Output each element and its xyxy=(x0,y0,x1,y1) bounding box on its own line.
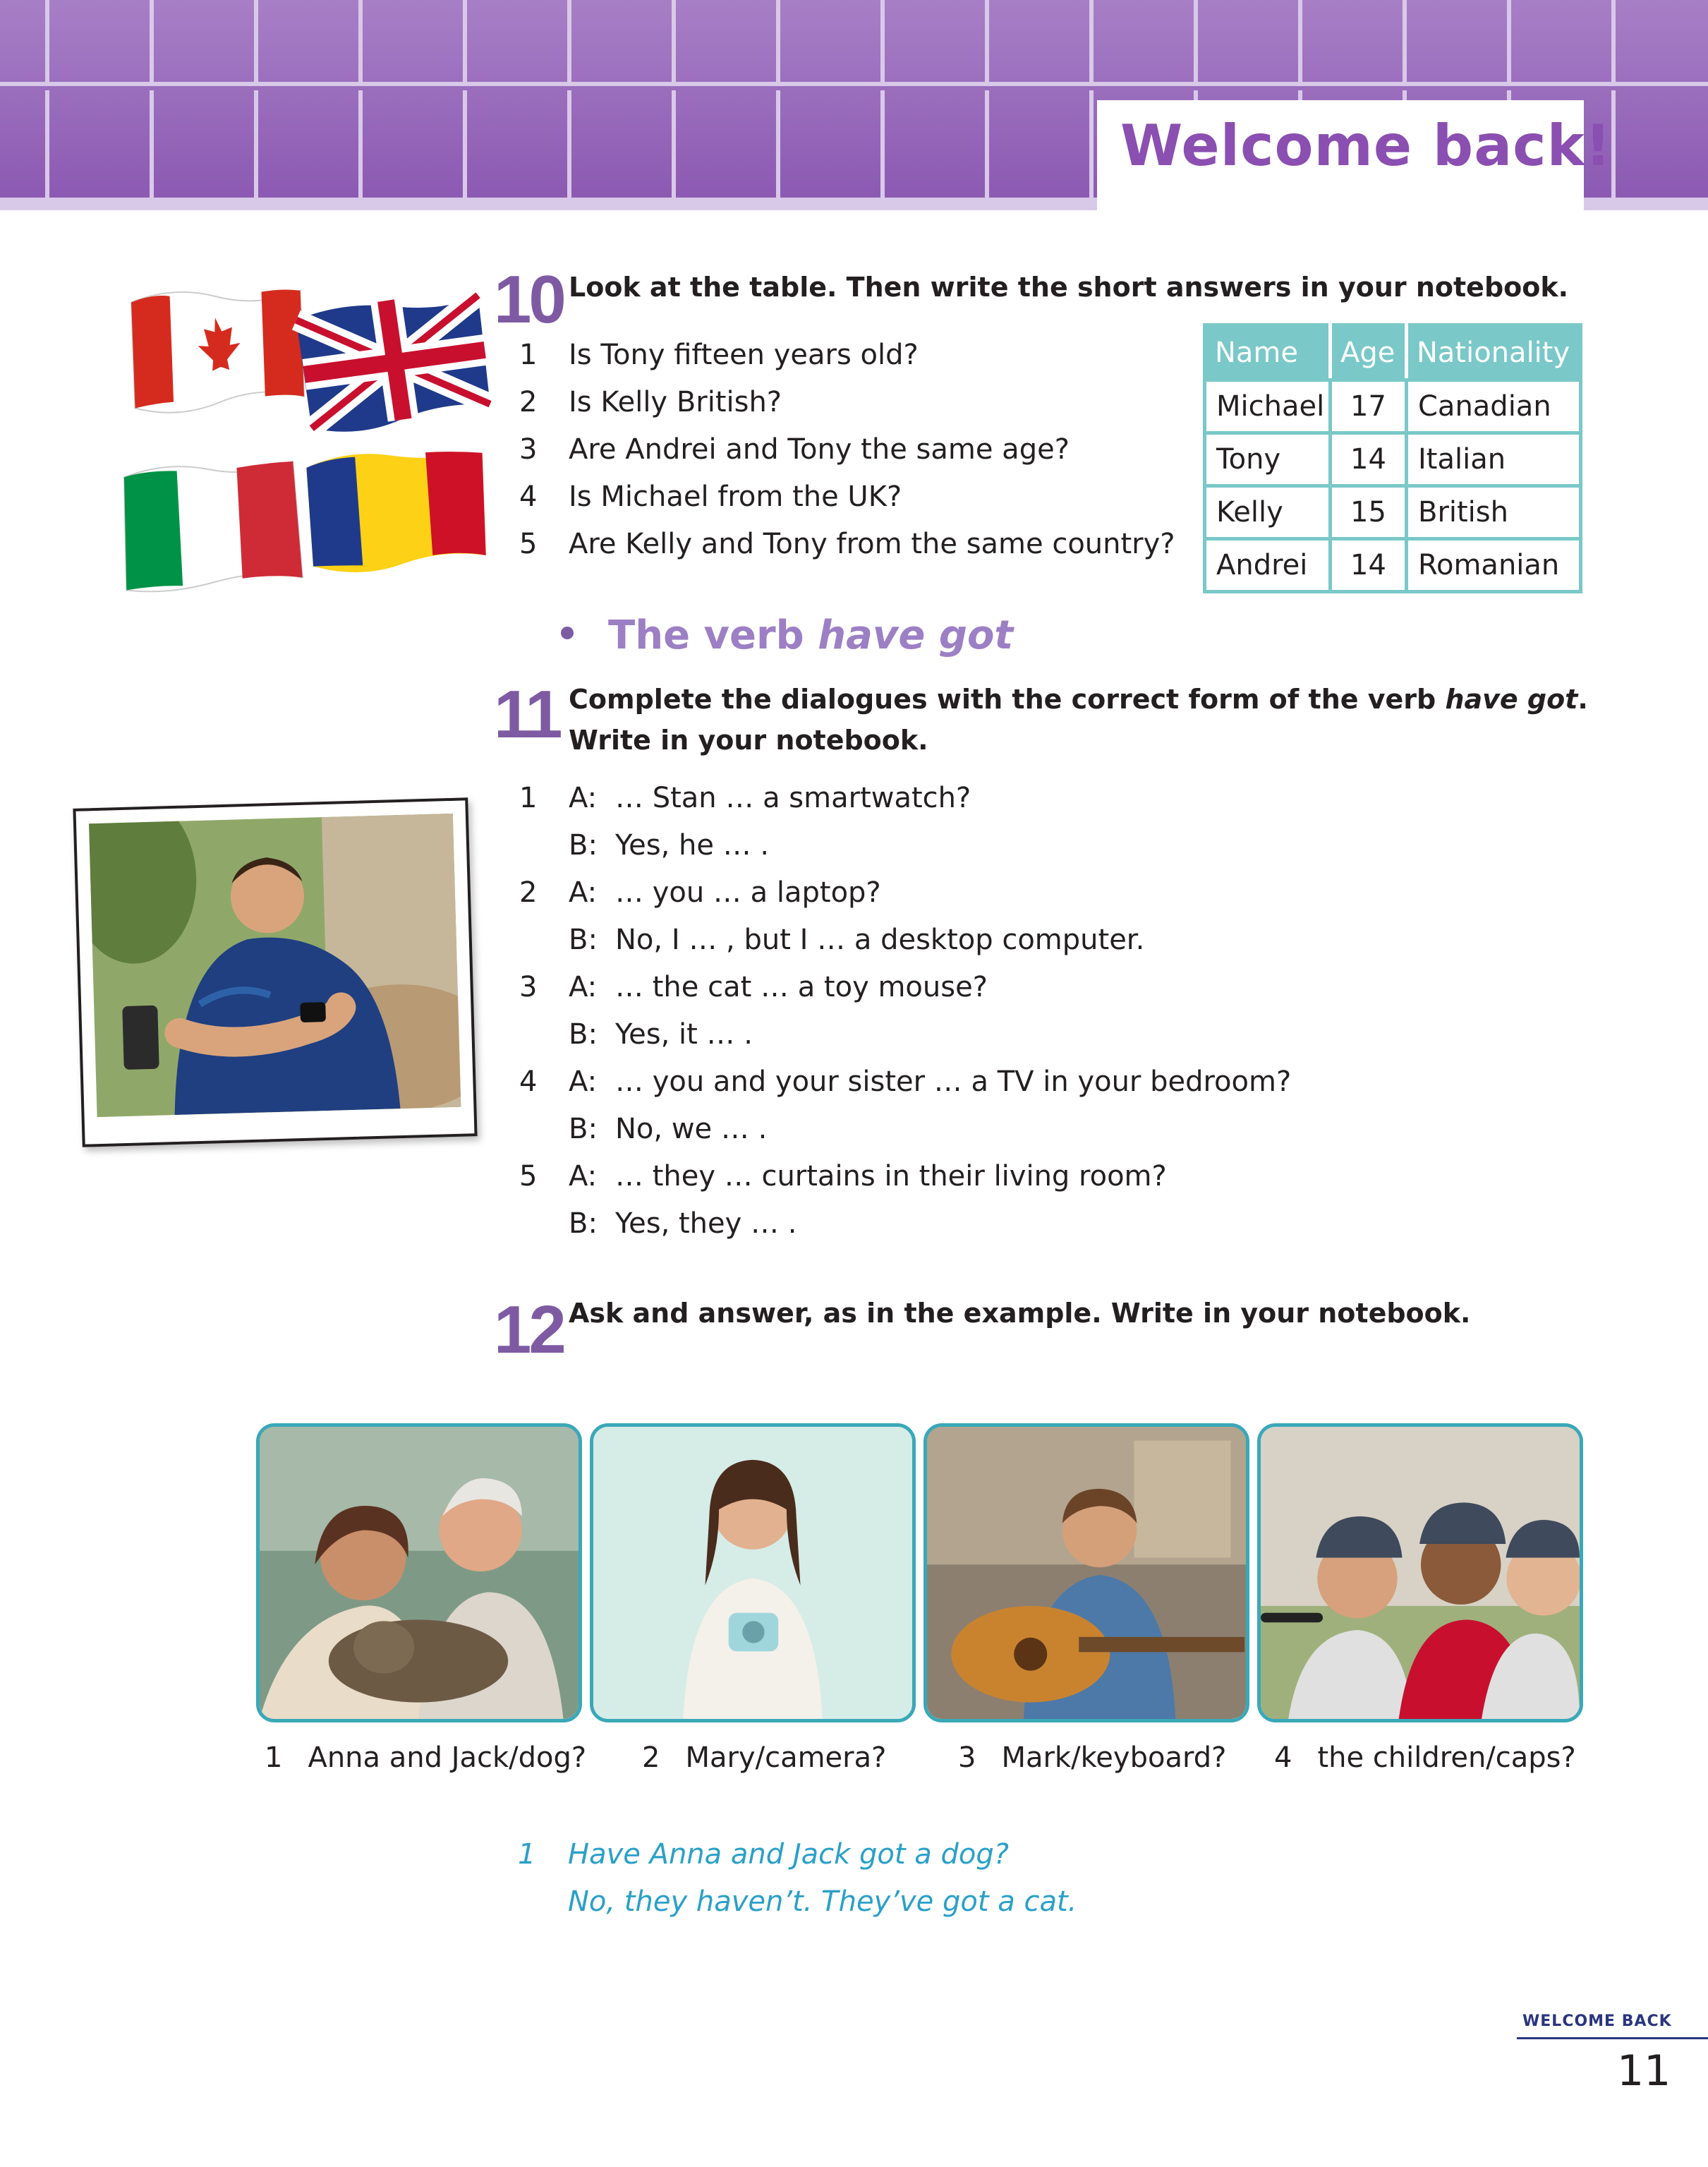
couple-with-cat-illustration xyxy=(260,1427,579,1719)
cell-name: Tony xyxy=(1205,433,1331,486)
man-smartwatch-illustration xyxy=(89,814,461,1117)
dialogue-item: 2 A: … you … a laptop? B: No, I … , but I … a desktop computer. xyxy=(519,876,1145,956)
cell-age: 14 xyxy=(1331,433,1407,486)
cell-age: 14 xyxy=(1331,539,1407,592)
nationality-table xyxy=(1203,323,1582,593)
picture-label-3: 3 Mark/keyboard? xyxy=(958,1742,1227,1774)
bullet-icon xyxy=(561,627,574,639)
cell-age: 15 xyxy=(1331,486,1407,539)
footer-section-label: WELCOME BACK xyxy=(1522,2012,1672,2030)
dialogue-item: 5 A: … they … curtains in their living room? B: Yes, they … . xyxy=(519,1160,1167,1240)
cell-nationality: Canadian xyxy=(1407,380,1581,433)
exercise-12-instruction: Ask and answer, as in the example. Write in your notebook. xyxy=(569,1298,1471,1329)
cell-name: Michael xyxy=(1205,380,1331,433)
table-row xyxy=(1205,539,1581,592)
picture-mary xyxy=(590,1423,916,1722)
table-row xyxy=(1205,380,1581,433)
exercise-11-number: 11 xyxy=(494,677,560,752)
cell-name: Andrei xyxy=(1205,539,1331,592)
header-nationality: Nationality xyxy=(1407,325,1581,380)
cell-nationality: British xyxy=(1407,486,1581,539)
picture-anna-jack xyxy=(256,1423,582,1722)
cell-nationality: Italian xyxy=(1407,433,1581,486)
table-row xyxy=(1205,433,1581,486)
dialogue-item: 4 A: … you and your sister … a TV in your bedroom? B: No, we … . xyxy=(519,1066,1292,1145)
exercise-10-instruction: Look at the table. Then write the short answers in your notebook. xyxy=(569,272,1569,303)
example-question: Have Anna and Jack got a dog? xyxy=(568,1838,1009,1871)
header-age: Age xyxy=(1331,325,1407,380)
header-tiles-top xyxy=(0,0,1708,86)
exercise-11-dialogues xyxy=(519,782,1366,1276)
table-header-row xyxy=(1205,325,1581,380)
dialogue-item: 1 A: … Stan … a smartwatch? B: Yes, he … . xyxy=(519,782,971,862)
footer-divider xyxy=(1517,2037,1708,2039)
uk-flag-icon xyxy=(292,284,498,439)
picture-mark xyxy=(923,1423,1249,1722)
boy-with-guitar-illustration xyxy=(927,1427,1246,1719)
italy-flag-icon xyxy=(120,460,303,593)
picture-label-4: 4 the children/caps? xyxy=(1274,1742,1576,1774)
page-title: Welcome back! xyxy=(1120,113,1612,179)
picture-label-1: 1 Anna and Jack/dog? xyxy=(265,1742,587,1774)
girl-with-camera-illustration xyxy=(593,1427,912,1719)
page-number: 11 xyxy=(1617,2046,1671,2096)
flags-illustration xyxy=(120,268,501,607)
exercise-10-number: 10 xyxy=(494,262,564,337)
picture-label-2: 2 Mary/camera? xyxy=(642,1742,887,1774)
picture-children xyxy=(1257,1423,1583,1722)
header-name: Name xyxy=(1205,325,1331,380)
children-with-caps-illustration xyxy=(1261,1427,1580,1719)
cell-name: Kelly xyxy=(1205,486,1331,539)
table-row xyxy=(1205,486,1581,539)
cell-age: 17 xyxy=(1331,380,1407,433)
grammar-heading: The verb have got xyxy=(608,612,1014,658)
exercise-12-number: 12 xyxy=(494,1292,564,1368)
photo-image xyxy=(89,814,461,1117)
dialogue-item: 3 A: … the cat … a toy mouse? B: Yes, it … . xyxy=(519,971,988,1051)
romania-flag-icon xyxy=(302,441,493,577)
cell-nationality: Romanian xyxy=(1407,539,1581,592)
canada-flag-icon xyxy=(127,284,308,416)
example-number: 1 xyxy=(518,1838,536,1871)
exercise-11-instruction: Complete the dialogues with the correct form of the verb have got. Write in your notebook. xyxy=(569,684,1588,756)
example-answer: No, they haven’t. They’ve got a cat. xyxy=(568,1885,1077,1918)
smartwatch-photo xyxy=(73,797,477,1147)
